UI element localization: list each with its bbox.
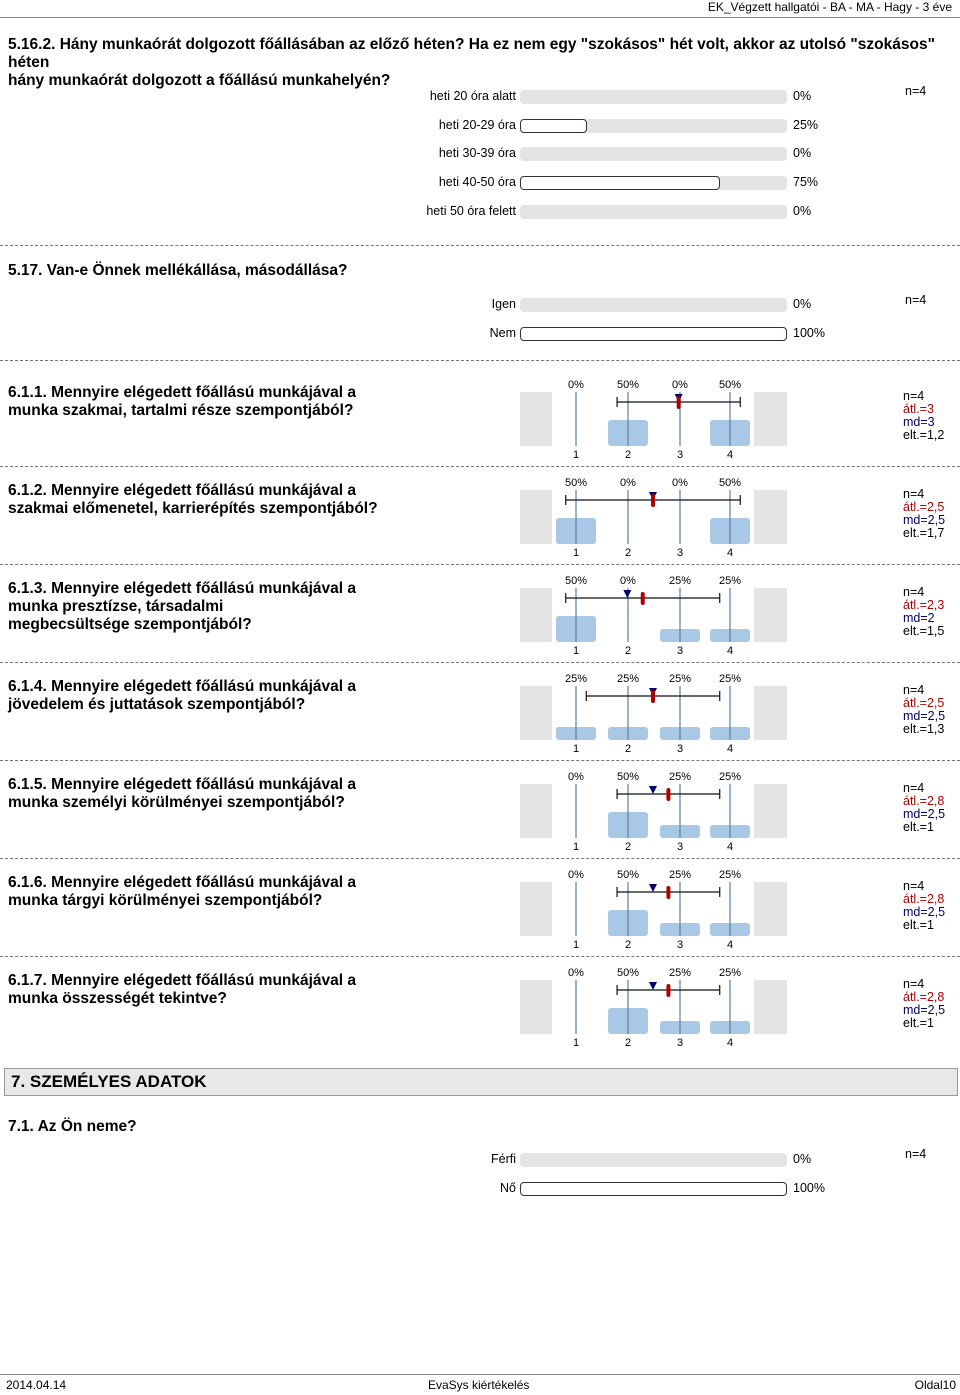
footer-divider	[0, 1374, 960, 1375]
median-value: md=2,5	[903, 807, 946, 821]
bar-track	[520, 298, 787, 312]
column-percent: 50%	[718, 477, 742, 489]
scale-chart	[520, 668, 789, 756]
bar-track	[520, 119, 787, 133]
column-percent: 50%	[616, 967, 640, 979]
title-line: jövedelem és juttatások szempontjából?	[8, 696, 306, 713]
title-line: 6.1.4. Mennyire elégedett főállású munkájával a	[8, 678, 357, 695]
mean-value: átl.=2,8	[903, 990, 945, 1004]
mean-marker	[677, 396, 681, 409]
column-percent: 50%	[616, 771, 640, 783]
scale-tick-label: 3	[676, 1037, 684, 1049]
n-count: n=4	[903, 585, 925, 599]
question-title-7-1: 7.1. Az Ön neme?	[8, 1118, 137, 1135]
column-percent: 25%	[668, 771, 692, 783]
deviation-value: elt.=1	[903, 820, 934, 834]
median-value: md=2	[903, 611, 935, 625]
median-value: md=3	[903, 415, 935, 429]
bar-track	[520, 1182, 787, 1196]
column-percent: 25%	[718, 771, 742, 783]
question-title	[8, 384, 356, 420]
bar-track	[520, 147, 787, 161]
column-percent: 25%	[564, 673, 588, 685]
title-line: munka presztízse, társadalmi	[8, 598, 224, 615]
footer-date: 2014.04.14	[6, 1378, 67, 1392]
scale-tick-label: 3	[676, 449, 684, 461]
title-line: munka összességét tekintve?	[8, 990, 227, 1007]
mean-value: átl.=2,5	[903, 500, 945, 514]
divider	[0, 956, 960, 957]
question-title	[8, 580, 356, 634]
option-label: Igen	[491, 297, 516, 311]
mean-value: átl.=2,3	[903, 598, 945, 612]
column-percent: 50%	[564, 477, 588, 489]
scale-chart	[520, 374, 789, 462]
column-percent: 0%	[568, 771, 584, 783]
title-line: 6.1.7. Mennyire elégedett főállású munkájával a	[8, 972, 357, 989]
stats-block	[903, 880, 945, 932]
column-percent: 50%	[616, 379, 640, 391]
scale-tick-label: 2	[624, 939, 632, 951]
title-line: megbecsültsége szempontjából?	[8, 616, 252, 633]
column-percent: 25%	[718, 575, 742, 587]
scale-chart	[520, 472, 789, 560]
n-count: n=4	[905, 293, 927, 307]
scale-tick-label: 1	[572, 743, 580, 755]
title-line: munka tárgyi körülményei szempontjából?	[8, 892, 323, 909]
mean-marker	[651, 494, 655, 507]
divider	[0, 245, 960, 246]
column-percent: 25%	[668, 575, 692, 587]
option-label: heti 50 óra felett	[426, 203, 516, 218]
column-percent: 0%	[672, 477, 688, 489]
bar-track	[520, 90, 787, 104]
deviation-value: elt.=1,7	[903, 526, 945, 540]
scale-chart	[520, 962, 789, 1050]
column-percent: 0%	[568, 379, 584, 391]
question-title	[8, 482, 378, 518]
n-count: n=4	[903, 683, 925, 697]
bar-track	[520, 205, 787, 219]
title-line: 6.1.5. Mennyire elégedett főállású munkájával a	[8, 776, 357, 793]
option-label: heti 20 óra alatt	[429, 89, 516, 103]
bar-fill	[520, 327, 787, 341]
option-percent: 75%	[793, 175, 819, 190]
n-count: n=4	[905, 1147, 927, 1161]
option-percent: 0%	[793, 203, 812, 218]
scale-tick-label: 3	[676, 841, 684, 853]
n-count: n=4	[903, 977, 925, 991]
n-count: n=4	[903, 487, 925, 501]
bar-track	[520, 176, 787, 190]
scale-tick-label: 2	[624, 1037, 632, 1049]
bar-fill	[520, 119, 587, 133]
column-percent: 50%	[564, 575, 588, 587]
scale-tick-label: 1	[572, 645, 580, 657]
scale-chart	[520, 864, 789, 952]
column-percent: 0%	[620, 575, 636, 587]
deviation-value: elt.=1,5	[903, 624, 945, 638]
scale-tick-label: 1	[572, 1037, 580, 1049]
column-percent: 25%	[616, 673, 640, 685]
divider	[0, 360, 960, 361]
scale-tick-label: 4	[726, 841, 734, 853]
scale-tick-label: 4	[726, 939, 734, 951]
header-divider	[0, 17, 960, 18]
scale-tick-label: 2	[624, 743, 632, 755]
n-count: n=4	[903, 781, 925, 795]
column-percent: 0%	[620, 477, 636, 489]
title-line: 6.1.3. Mennyire elégedett főállású munkájával a	[8, 580, 357, 597]
title-line: 6.1.1. Mennyire elégedett főállású munkájával a	[8, 384, 357, 401]
column-percent: 25%	[718, 673, 742, 685]
column-percent: 50%	[616, 869, 640, 881]
title-line: 6.1.2. Mennyire elégedett főállású munkájával a	[8, 482, 357, 499]
divider	[0, 662, 960, 663]
deviation-value: elt.=1	[903, 1016, 934, 1030]
scale-tick-label: 3	[676, 743, 684, 755]
option-label: Férfi	[491, 1152, 516, 1166]
stats-block	[903, 586, 944, 638]
scale-tick-label: 3	[676, 645, 684, 657]
column-percent: 0%	[568, 967, 584, 979]
bar-fill	[520, 1182, 787, 1196]
column-percent: 25%	[668, 673, 692, 685]
title-line: 6.1.6. Mennyire elégedett főállású munkájával a	[8, 874, 357, 891]
scale-tick-label: 2	[624, 449, 632, 461]
mean-marker	[666, 886, 670, 899]
footer-center: EvaSys kiértékelés	[428, 1378, 530, 1392]
title-line: munka szakmai, tartalmi része szempontjából?	[8, 402, 354, 419]
option-label: Nő	[500, 1180, 516, 1195]
section-header	[4, 1068, 958, 1096]
mean-marker	[651, 690, 655, 703]
option-label: Nem	[489, 325, 516, 340]
option-percent: 0%	[793, 297, 812, 311]
deviation-value: elt.=1,3	[903, 722, 945, 736]
mean-marker	[666, 984, 670, 997]
divider	[0, 564, 960, 565]
column-percent: 0%	[568, 869, 584, 881]
median-value: md=2,5	[903, 709, 946, 723]
section-title: 7. SZEMÉLYES ADATOK	[11, 1072, 207, 1091]
question-title-5-16-2	[8, 36, 960, 90]
column-percent: 25%	[718, 967, 742, 979]
scale-tick-label: 4	[726, 743, 734, 755]
footer-page: Oldal10	[914, 1378, 956, 1392]
scale-tick-label: 1	[572, 939, 580, 951]
n-count: n=4	[905, 84, 927, 98]
question-title	[8, 678, 356, 714]
divider	[0, 858, 960, 859]
scale-tick-label: 1	[572, 841, 580, 853]
scale-tick-label: 4	[726, 1037, 734, 1049]
mean-value: átl.=2,5	[903, 696, 945, 710]
scale-chart	[520, 766, 789, 854]
column-percent: 25%	[668, 967, 692, 979]
question-title-5-17: 5.17. Van-e Önnek mellékállása, másodállása?	[8, 262, 348, 279]
stats-block	[903, 782, 945, 834]
n-count: n=4	[903, 879, 925, 893]
divider	[0, 760, 960, 761]
mean-value: átl.=2,8	[903, 794, 945, 808]
median-value: md=2,5	[903, 1003, 946, 1017]
bar-track	[520, 327, 787, 341]
option-label: heti 40-50 óra	[438, 175, 516, 190]
scale-tick-label: 1	[572, 547, 580, 559]
title-line: 5.16.2. Hány munkaórát dolgozott főállásában az előző héten? Ha ez nem egy "szokásos" hét volt, akkor az utolsó "szokásos" héten	[8, 36, 935, 71]
scale-tick-label: 1	[572, 449, 580, 461]
column-percent: 0%	[672, 379, 688, 391]
question-title	[8, 972, 356, 1008]
option-percent: 100%	[793, 325, 825, 340]
column-percent: 25%	[668, 869, 692, 881]
question-title	[8, 776, 356, 812]
title-line: szakmai előmenetel, karrierépítés szempontjából?	[8, 500, 378, 517]
scale-tick-label: 3	[676, 547, 684, 559]
option-percent: 0%	[793, 146, 812, 161]
mean-value: átl.=2,8	[903, 892, 945, 906]
scale-tick-label: 4	[726, 645, 734, 657]
document-header: EK_Végzett hallgatói - BA - MA - Hagy - 3 éve	[707, 0, 952, 14]
stats-block	[903, 488, 945, 540]
deviation-value: elt.=1,2	[903, 428, 945, 442]
title-line: hány munkaórát dolgozott a főállású munkahelyén?	[8, 72, 391, 89]
mean-marker	[666, 788, 670, 801]
option-percent: 0%	[793, 1152, 812, 1166]
scale-tick-label: 4	[726, 547, 734, 559]
option-label: heti 30-39 óra	[438, 146, 516, 161]
scale-tick-label: 2	[624, 841, 632, 853]
deviation-value: elt.=1	[903, 918, 934, 932]
n-count: n=4	[903, 389, 925, 403]
stats-block	[903, 390, 944, 442]
scale-tick-label: 2	[624, 547, 632, 559]
question-title	[8, 874, 356, 910]
scale-tick-label: 4	[726, 449, 734, 461]
scale-chart	[520, 570, 789, 658]
option-label: heti 20-29 óra	[438, 117, 516, 132]
median-value: md=2,5	[903, 513, 946, 527]
option-percent: 0%	[793, 89, 812, 103]
stats-block	[903, 978, 945, 1030]
bar-fill	[520, 176, 720, 190]
stats-block	[903, 684, 945, 736]
column-percent: 25%	[718, 869, 742, 881]
option-percent: 100%	[793, 1180, 825, 1195]
mean-marker	[641, 592, 645, 605]
scale-tick-label: 2	[624, 645, 632, 657]
divider	[0, 466, 960, 467]
option-percent: 25%	[793, 117, 819, 132]
median-value: md=2,5	[903, 905, 946, 919]
title-line: munka személyi körülményei szempontjából?	[8, 794, 345, 811]
column-percent: 50%	[718, 379, 742, 391]
scale-tick-label: 3	[676, 939, 684, 951]
mean-value: átl.=3	[903, 402, 934, 416]
bar-track	[520, 1153, 787, 1167]
